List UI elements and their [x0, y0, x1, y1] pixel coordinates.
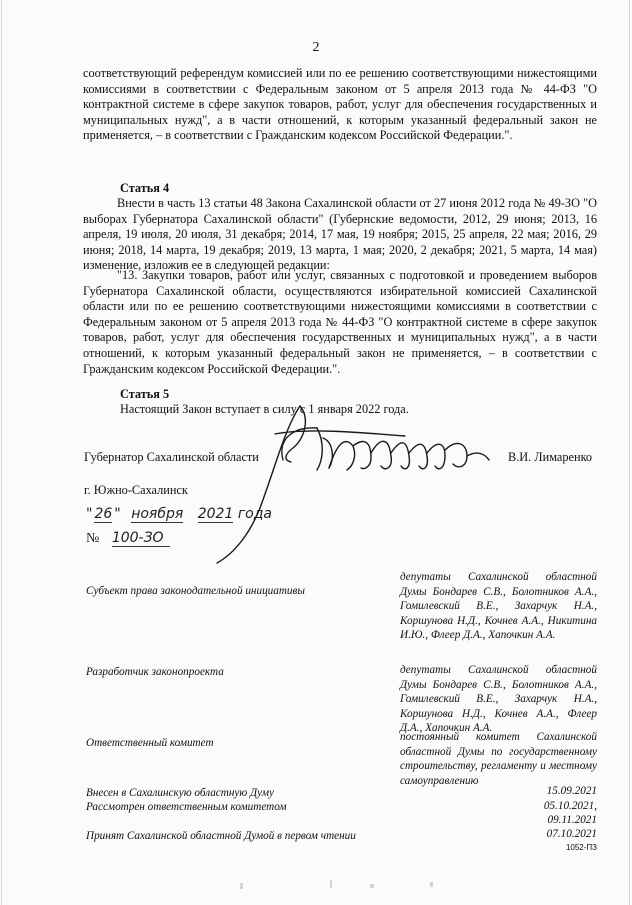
- bill-developer-value: депутаты Сахалинской областной Думы Бондарев С.В., Болотников А.А., Гомилевский В.Е., Захарчук Н.А., Коршунова Н.Д., Кочнев А.А., Флеер Д.А., Хапочкин А.А.: [400, 664, 597, 735]
- article-4-text: Внести в часть 13 статьи 48 Закона Сахалинской области от 27 июня 2012 года № 49-ЗО "О выборах Губернатора Сахалинской области" (Губернские ведомости, 2012, 29 июня; 2013, 16 апреля, 19 июля, 20 июля, 31 декабря; 2014, 17 мая, 19 ноября; 2015, 25 апреля, 22 мая; 2016, 29 июня; 2018, 14 марта, 19 декабря; 2019, 13 марта, 1 мая; 2020, 2 декабря; 2021, 5 марта, 14 мая) изменение, изложив ее в следующей редакции:: [83, 196, 597, 273]
- committee-review-label: Рассмотрен ответственным комитетом: [86, 801, 287, 813]
- intro-paragraph: соответствующий референдум комиссией или по ее решению соответствующими нижестоящими комиссиями в соответствии с Федеральным законом от 5 апреля 2013 года № 44-ФЗ "О контрактной системе в сфере закупок товаров, работ, услуг для обеспечения государственных и муниципальных нужд", а в части отношений, к которым указанный федеральный закон не применяется, – в соответствии с Гражданским кодексом Российской Федерации.".: [83, 66, 597, 143]
- committee-review-date-2: 09.11.2021: [547, 814, 597, 826]
- document-code: 1052-ПЗ: [565, 843, 597, 852]
- article-4-quote: "13. Закупки товаров, работ или услуг, связанных с подготовкой и проведением выборов Губернатора Сахалинской области, осуществляются избирательной комиссией Сахалинской области или по ее решению соответствующими нижестоящими комиссиями в соответствии с Федеральным законом от 5 апреля 2013 года № 44-ФЗ "О контрактной системе в сфере закупок товаров, работ, услуг для обеспечения государственных и муниципальных нужд", а в части отношений, к которым указанный федеральный закон не применяется, – в соответствии с Гражданским кодексом Российской Федерации.".: [83, 268, 597, 376]
- submitted-label: Внесен в Сахалинскую областную Думу: [86, 787, 274, 799]
- law-number-value: 100-ЗО: [112, 530, 170, 547]
- date-day: 26: [94, 506, 113, 522]
- responsible-committee-value: постоянный комитет Сахалинской областной Думы по государственному строительству, регламенту и местному самоуправлению: [400, 731, 597, 787]
- date-quote-close: ": [114, 506, 121, 522]
- article-5-text: Настоящий Закон вступает в силу с 1 января 2022 года.: [120, 402, 409, 416]
- signatory-position: Губернатор Сахалинской области: [84, 450, 259, 464]
- first-reading-date: 07.10.2021: [546, 828, 597, 840]
- initiative-subject-label: Субъект права законодательной инициативы: [86, 585, 305, 597]
- date-quote-open: ": [86, 506, 93, 522]
- article-5-heading: Статья 5: [120, 387, 170, 401]
- number-sign: №: [86, 531, 100, 546]
- date-year: 2021: [197, 506, 234, 522]
- submitted-date: 15.09.2021: [546, 785, 597, 797]
- signatory-name: В.И. Лимаренко: [508, 450, 593, 464]
- date-month: ноября: [131, 506, 184, 522]
- date-suffix: года: [237, 506, 273, 522]
- city: г. Южно-Сахалинск: [84, 483, 188, 497]
- initiative-subject-value: депутаты Сахалинской областной Думы Бондарев С.В., Болотников А.А., Гомилевский В.Е., Захарчук Н.А., Коршунова Н.Д., Кочнев А.А., Никитина И.Ю., Флеер Д.А., Хапочкин А.А.: [400, 571, 597, 642]
- article-4-heading: Статья 4: [120, 181, 170, 195]
- responsible-committee-label: Ответственный комитет: [86, 737, 214, 749]
- bill-developer-label: Разработчик законопроекта: [86, 666, 224, 678]
- first-reading-label: Принят Сахалинской областной Думой в первом чтении: [86, 830, 356, 842]
- committee-review-date-1: 05.10.2021,: [543, 800, 597, 812]
- page-number: 2: [312, 40, 320, 55]
